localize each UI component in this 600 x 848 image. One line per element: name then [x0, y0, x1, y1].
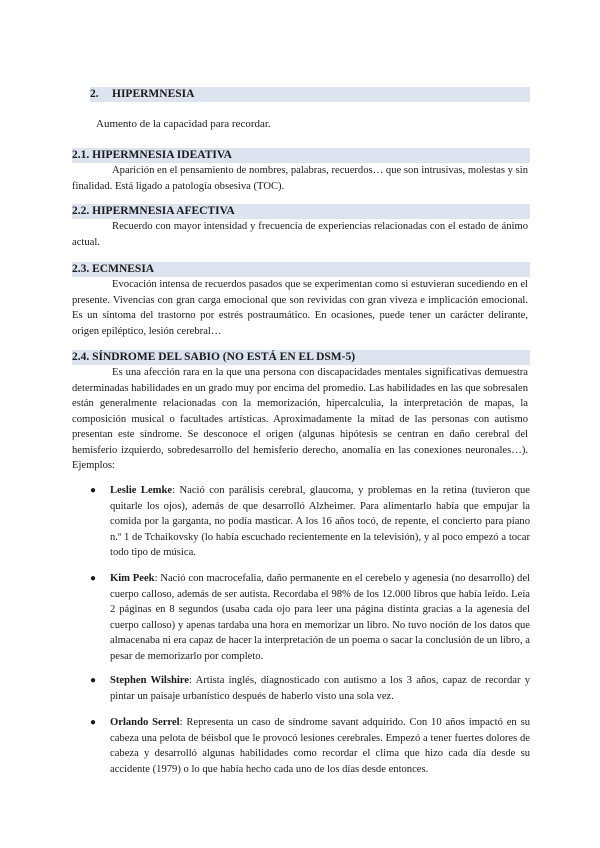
heading-sindrome-del-sabio: 2.4. SÍNDROME DEL SABIO (NO ESTÁ EN EL DSM-5) — [72, 350, 530, 365]
bullet-icon: ● — [90, 717, 97, 728]
list-item-orlando-serrel — [90, 715, 530, 777]
example-name: Kim Peek — [110, 573, 155, 584]
example-text: : Artista inglés, diagnosticado con autismo a los 3 años, capaz de recordar y pintar un paisaje urbanístico después de haberlo visto una sola vez. — [110, 675, 531, 702]
example-text: : Nació con macrocefalia, daño permanente en el cerebelo y agenesia (no desarrollo) del cuerpo calloso, además de ser autista. Recordaba el 98% de los 12.000 libros que había leído. Leía 2 páginas en 8 segundos (usaba cada ojo para leer una página distinta gracias a la agenesia del cuerpo calloso) y apenas tardaba una hora en memorizar un libro. No tuvo noción de los datos que almacenaba ni era capaz de hacer la interpretación de un poema o sacar la conclusión de un libro, a pesar de memorizarlo por completo. — [110, 573, 530, 662]
heading-hipermnesia-ideativa: 2.1. HIPERMNESIA IDEATIVA — [72, 148, 530, 163]
paragraph-ecmnesia: Evocación intensa de recuerdos pasados que se experimentan como si estuvieran sucediendo en el presente. Vivencias con gran carga emocional que son revividas con gran viveza e implicación emocional. Es un síntoma del trastorno por estrés postraumático. En ocasiones, puede tener un carácter delirante, origen epiléptico, lesión cerebral… — [72, 279, 528, 337]
list-item-leslie-lemke — [90, 483, 530, 561]
example-name: Orlando Serrel — [110, 717, 180, 728]
heading-title: HIPERMNESIA — [112, 88, 195, 100]
bullet-icon: ● — [90, 485, 97, 496]
bullet-icon: ● — [90, 573, 97, 584]
example-name: Stephen Wilshire — [110, 675, 190, 686]
paragraph-hipermnesia-afectiva: Recuerdo con mayor intensidad y frecuencia de experiencias relacionadas con el estado de ánimo actual. — [72, 221, 528, 248]
list-item-stephen-wilshire — [90, 673, 530, 704]
example-text: : Representa un caso de síndrome savant adquirido. Con 10 años impactó en su cabeza una pelota de béisbol que le provocó lesiones cerebrales. Empezó a tener fuertes dolores de cabeza y desarrolló algunas habilidades como recordar el clima que hizo cada día desde su accidente (1979) o lo que había hecho cada uno de los días desde entonces. — [110, 717, 530, 775]
heading-ecmnesia: 2.3. ECMNESIA — [72, 262, 530, 277]
paragraph-sindrome-del-sabio: Es una afección rara en la que una persona con discapacidades mentales significativas demuestra determinadas habilidades en un grado muy por encima del promedio. Las habilidades en las que sobresalen están generalmente relacionadas con la memorización, hipercalculia, la interpretación de mapas, la composición musical o facultades artísticas. Aproximadamente la mitad de las personas con autismo presentan este síndrome. Se desconoce el origen (algunas hipótesis se centran en daño cerebral del hemisferio izquierdo, sobredesarrollo del hemisferio derecho, anomalía en las conexiones neuronales…). Ejemplos: — [72, 367, 528, 471]
heading-number: 2. — [90, 88, 99, 100]
heading-hipermnesia — [90, 87, 530, 102]
bullet-icon: ● — [90, 675, 97, 686]
example-name: Leslie Lemke — [110, 485, 173, 496]
list-item-kim-peek — [90, 571, 530, 664]
paragraph-hipermnesia-ideativa: Aparición en el pensamiento de nombres, palabras, recuerdos… que son intrusivas, molestas y sin finalidad. Está ligado a patología obsesiva (TOC). — [72, 165, 528, 192]
heading-hipermnesia-afectiva: 2.2. HIPERMNESIA AFECTIVA — [72, 204, 530, 219]
intro-text: Aumento de la capacidad para recordar. — [96, 118, 271, 130]
example-text: : Nació con parálisis cerebral, glaucoma, y problemas en la retina (tuvieron que quitarle los ojos), además de que desarrolló Alzheimer. Para alimentarlo había que empujar la comida por la garganta, no podía masticar. A los 16 años tocó, de repente, el concierto para piano n.º 1 de Tchaikovsky (lo había escuchado recientemente en la televisión), y al poco empezó a tocar todo tipo de música. — [110, 485, 530, 558]
